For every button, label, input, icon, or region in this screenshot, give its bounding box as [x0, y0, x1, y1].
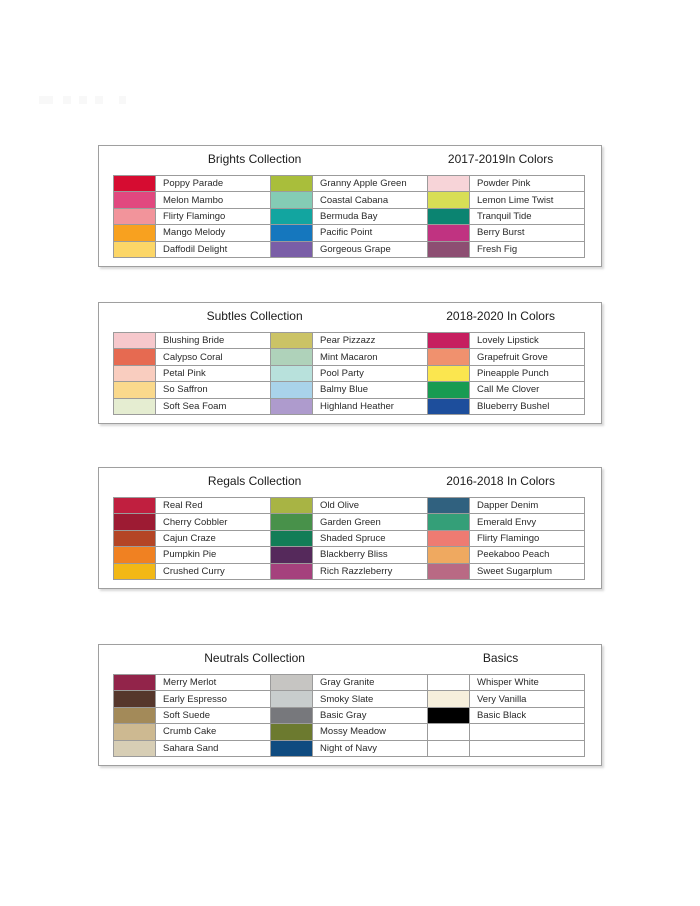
color-name-daffodil-delight: Daffodil Delight	[156, 241, 271, 257]
color-name-cherry-cobbler: Cherry Cobbler	[156, 514, 271, 530]
color-name-emerald-envy: Emerald Envy	[470, 514, 585, 530]
color-name-coastal-cabana: Coastal Cabana	[313, 192, 428, 208]
swatch-powder-pink	[428, 176, 470, 192]
collection-section-regals-collection	[98, 467, 602, 589]
swatch-row	[114, 740, 585, 756]
empty-swatch-cell	[428, 740, 470, 756]
swatch-lemon-lime-twist	[428, 192, 470, 208]
swatch-row	[114, 498, 585, 514]
swatch-mint-macaron	[271, 349, 313, 365]
empty-swatch-cell	[428, 724, 470, 740]
swatch-crumb-cake	[114, 724, 156, 740]
section-header	[99, 474, 601, 488]
in-colors-title: 2017-2019In Colors	[447, 152, 554, 166]
color-name-petal-pink: Petal Pink	[156, 365, 271, 381]
swatch-row	[114, 547, 585, 563]
swatch-smoky-slate	[271, 691, 313, 707]
swatch-cajun-craze	[114, 530, 156, 546]
color-name-pumpkin-pie: Pumpkin Pie	[156, 547, 271, 563]
swatch-flirty-flamingo	[114, 208, 156, 224]
color-name-crushed-curry: Crushed Curry	[156, 563, 271, 579]
swatch-soft-sea-foam	[114, 398, 156, 414]
swatch-row	[114, 333, 585, 349]
swatch-dapper-denim	[428, 498, 470, 514]
color-name-fresh-fig: Fresh Fig	[470, 241, 585, 257]
color-name-garden-green: Garden Green	[313, 514, 428, 530]
collection-title: Brights Collection	[207, 152, 302, 166]
color-name-so-saffron: So Saffron	[156, 382, 271, 398]
swatch-soft-suede	[114, 707, 156, 723]
swatch-whisper-white	[428, 675, 470, 691]
color-name-gray-granite: Gray Granite	[313, 675, 428, 691]
color-name-lemon-lime-twist: Lemon Lime Twist	[470, 192, 585, 208]
swatch-peekaboo-peach	[428, 547, 470, 563]
swatch-rich-razzleberry	[271, 563, 313, 579]
collection-section-brights-collection	[98, 145, 602, 267]
color-name-pacific-point: Pacific Point	[313, 225, 428, 241]
swatch-sahara-sand	[114, 740, 156, 756]
color-name-bermuda-bay: Bermuda Bay	[313, 208, 428, 224]
swatch-blushing-bride	[114, 333, 156, 349]
swatch-row	[114, 176, 585, 192]
swatch-old-olive	[271, 498, 313, 514]
color-name-basic-black: Basic Black	[470, 707, 585, 723]
swatch-berry-burst	[428, 225, 470, 241]
color-name-mint-macaron: Mint Macaron	[313, 349, 428, 365]
swatch-daffodil-delight	[114, 241, 156, 257]
swatch-grapefruit-grove	[428, 349, 470, 365]
swatch-row	[114, 514, 585, 530]
color-name-granny-apple-green: Granny Apple Green	[313, 176, 428, 192]
color-name-powder-pink: Powder Pink	[470, 176, 585, 192]
collection-title: Neutrals Collection	[204, 651, 305, 665]
color-name-berry-burst: Berry Burst	[470, 225, 585, 241]
color-name-calypso-coral: Calypso Coral	[156, 349, 271, 365]
faint-watermark-mark	[63, 96, 71, 104]
collection-title: Regals Collection	[207, 474, 302, 488]
swatch-row	[114, 398, 585, 414]
in-colors-title: 2016-2018 In Colors	[446, 474, 555, 488]
color-name-rich-razzleberry: Rich Razzleberry	[313, 563, 428, 579]
swatch-row	[114, 365, 585, 381]
color-name-mango-melody: Mango Melody	[156, 225, 271, 241]
swatch-row	[114, 382, 585, 398]
swatch-row	[114, 724, 585, 740]
color-name-basic-gray: Basic Gray	[313, 707, 428, 723]
color-name-tranquil-tide: Tranquil Tide	[470, 208, 585, 224]
color-name-flirty-flamingo: Flirty Flamingo	[156, 208, 271, 224]
swatch-row	[114, 530, 585, 546]
color-name-grapefruit-grove: Grapefruit Grove	[470, 349, 585, 365]
color-name-early-espresso: Early Espresso	[156, 691, 271, 707]
swatch-mossy-meadow	[271, 724, 313, 740]
swatch-coastal-cabana	[271, 192, 313, 208]
color-name-soft-suede: Soft Suede	[156, 707, 271, 723]
section-header	[99, 152, 601, 166]
swatch-row	[114, 563, 585, 579]
swatch-row	[114, 192, 585, 208]
swatch-table	[113, 674, 585, 757]
color-name-soft-sea-foam: Soft Sea Foam	[156, 398, 271, 414]
empty-name-cell	[470, 740, 585, 756]
swatch-shaded-spruce	[271, 530, 313, 546]
swatch-gorgeous-grape	[271, 241, 313, 257]
swatch-tranquil-tide	[428, 208, 470, 224]
swatch-balmy-blue	[271, 382, 313, 398]
color-name-balmy-blue: Balmy Blue	[313, 382, 428, 398]
color-name-merry-merlot: Merry Merlot	[156, 675, 271, 691]
color-name-shaded-spruce: Shaded Spruce	[313, 530, 428, 546]
color-name-whisper-white: Whisper White	[470, 675, 585, 691]
color-name-lovely-lipstick: Lovely Lipstick	[470, 333, 585, 349]
swatch-blackberry-bliss	[271, 547, 313, 563]
swatch-melon-mambo	[114, 192, 156, 208]
swatch-cherry-cobbler	[114, 514, 156, 530]
color-name-dapper-denim: Dapper Denim	[470, 498, 585, 514]
swatch-pumpkin-pie	[114, 547, 156, 563]
swatch-table	[113, 175, 585, 258]
color-name-call-me-clover: Call Me Clover	[470, 382, 585, 398]
swatch-very-vanilla	[428, 691, 470, 707]
color-name-old-olive: Old Olive	[313, 498, 428, 514]
in-colors-title: Basics	[482, 651, 519, 665]
swatch-row	[114, 349, 585, 365]
faint-watermark-mark	[119, 96, 126, 104]
swatch-granny-apple-green	[271, 176, 313, 192]
faint-watermark-mark	[79, 96, 87, 104]
swatch-call-me-clover	[428, 382, 470, 398]
color-name-blushing-bride: Blushing Bride	[156, 333, 271, 349]
color-name-real-red: Real Red	[156, 498, 271, 514]
swatch-gray-granite	[271, 675, 313, 691]
swatch-petal-pink	[114, 365, 156, 381]
color-name-pear-pizzazz: Pear Pizzazz	[313, 333, 428, 349]
collection-section-subtles-collection	[98, 302, 602, 424]
color-name-pool-party: Pool Party	[313, 365, 428, 381]
color-name-sweet-sugarplum: Sweet Sugarplum	[470, 563, 585, 579]
collection-title: Subtles Collection	[206, 309, 303, 323]
color-name-blueberry-bushel: Blueberry Bushel	[470, 398, 585, 414]
color-name-highland-heather: Highland Heather	[313, 398, 428, 414]
swatch-pineapple-punch	[428, 365, 470, 381]
swatch-early-espresso	[114, 691, 156, 707]
swatch-table	[113, 497, 585, 580]
swatch-pool-party	[271, 365, 313, 381]
color-name-cajun-craze: Cajun Craze	[156, 530, 271, 546]
color-name-melon-mambo: Melon Mambo	[156, 192, 271, 208]
color-name-flirty-flamingo: Flirty Flamingo	[470, 530, 585, 546]
color-name-pineapple-punch: Pineapple Punch	[470, 365, 585, 381]
swatch-basic-black	[428, 707, 470, 723]
color-name-night-of-navy: Night of Navy	[313, 740, 428, 756]
swatch-blueberry-bushel	[428, 398, 470, 414]
color-name-gorgeous-grape: Gorgeous Grape	[313, 241, 428, 257]
swatch-row	[114, 707, 585, 723]
faint-watermark-mark	[95, 96, 103, 104]
section-header	[99, 309, 601, 323]
swatch-night-of-navy	[271, 740, 313, 756]
swatch-fresh-fig	[428, 241, 470, 257]
swatch-emerald-envy	[428, 514, 470, 530]
swatch-merry-merlot	[114, 675, 156, 691]
swatch-row	[114, 241, 585, 257]
empty-name-cell	[470, 724, 585, 740]
in-colors-title: 2018-2020 In Colors	[446, 309, 555, 323]
swatch-mango-melody	[114, 225, 156, 241]
swatch-garden-green	[271, 514, 313, 530]
swatch-so-saffron	[114, 382, 156, 398]
swatch-row	[114, 225, 585, 241]
swatch-crushed-curry	[114, 563, 156, 579]
swatch-real-red	[114, 498, 156, 514]
swatch-poppy-parade	[114, 176, 156, 192]
swatch-basic-gray	[271, 707, 313, 723]
color-name-blackberry-bliss: Blackberry Bliss	[313, 547, 428, 563]
swatch-calypso-coral	[114, 349, 156, 365]
swatch-highland-heather	[271, 398, 313, 414]
swatch-row	[114, 208, 585, 224]
swatch-row	[114, 675, 585, 691]
swatch-sweet-sugarplum	[428, 563, 470, 579]
color-name-peekaboo-peach: Peekaboo Peach	[470, 547, 585, 563]
color-name-very-vanilla: Very Vanilla	[470, 691, 585, 707]
color-name-poppy-parade: Poppy Parade	[156, 176, 271, 192]
swatch-pacific-point	[271, 225, 313, 241]
section-header	[99, 651, 601, 665]
swatch-bermuda-bay	[271, 208, 313, 224]
swatch-lovely-lipstick	[428, 333, 470, 349]
collection-section-neutrals-collection	[98, 644, 602, 766]
color-name-crumb-cake: Crumb Cake	[156, 724, 271, 740]
faint-watermark-mark	[39, 96, 53, 104]
swatch-flirty-flamingo	[428, 530, 470, 546]
swatch-row	[114, 691, 585, 707]
color-name-smoky-slate: Smoky Slate	[313, 691, 428, 707]
color-name-sahara-sand: Sahara Sand	[156, 740, 271, 756]
color-name-mossy-meadow: Mossy Meadow	[313, 724, 428, 740]
swatch-pear-pizzazz	[271, 333, 313, 349]
swatch-table	[113, 332, 585, 415]
